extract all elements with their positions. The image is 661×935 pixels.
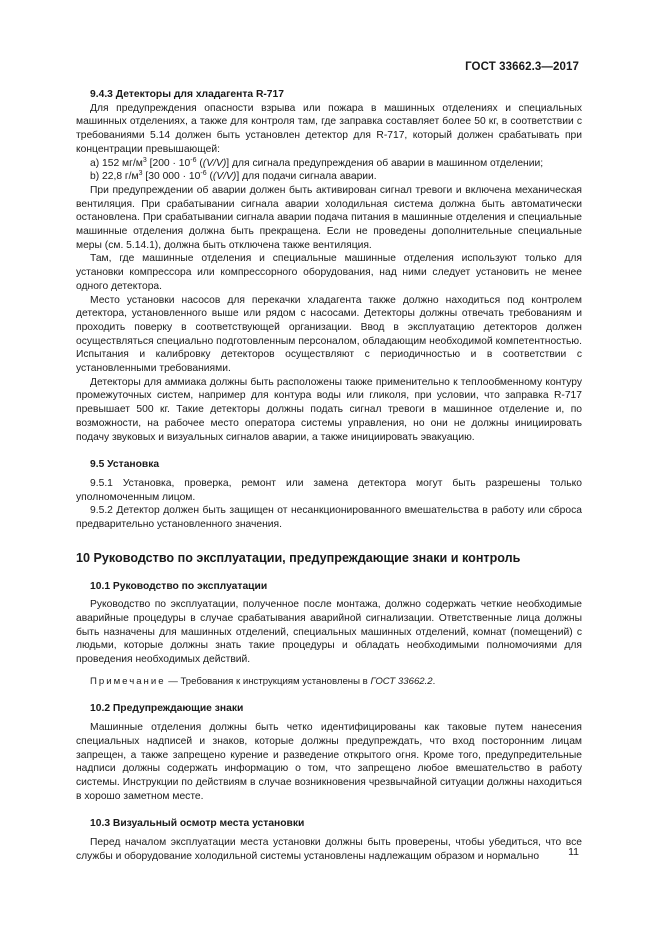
- section-9-4-3-paragraph-2: При предупреждении об аварии должен быть активирован сигнал тревоги и включена механическая вентиляция. При срабатывании сигнала аварии холодильная система должна быть автоматически остановлена. При срабатывании сигнала аварии подача питания в машинные отделения и специальные машинные отделения должна быть прекращена. Если не проведены дополнительные специальные меры (см. 5.14.1), должна быть отключена также вентиляция.: [76, 184, 582, 251]
- list-item-a-unit-exp: 3: [142, 156, 147, 164]
- section-9-4-3-paragraph-5: Детекторы для аммиака должны быть расположены также применительно к теплообменному контуру промежуточных систем, например для контура воды или гликоля, при условии, что заправка R-717 превышает 500 кг. Такие детекторы должны подать сигнал тревоги в машинное отделение и, по возможности, на рабочее место оператора системы управления, но они не должны инициировать подачу звуковых и визуальных сигналов аварии, а также инициировать эвакуацию.: [76, 376, 582, 443]
- section-9-4-3-paragraph-3: Там, где машинные отделения и специальные машинные отделения используют только для установки компрессора или компрессорного оборудования, над ними следует установить не менее одного детектора.: [76, 253, 582, 292]
- note-end: .: [432, 675, 436, 687]
- section-10-3-heading: 10.3 Визуальный осмотр места установки: [90, 818, 305, 830]
- list-item-b-vv: (V/V): [212, 171, 237, 183]
- section-10-1-paragraph: Руководство по эксплуатации, полученное после монтажа, должно содержать четкие необходимые аварийные процедуры в случае срабатывания аварийной сигнализации. Ответственные лица должны быть назначены для машинных отделений, специальных машинных отделений, комнат (помещений) с людьми, которые должны знать такие процедуры и обладать необходимыми полномочиями для проведения необходимых действий.: [76, 599, 582, 666]
- list-item-b-end: ] для подачи сигнала аварии.: [236, 171, 377, 183]
- list-item-b-exp: -6: [200, 170, 207, 178]
- page-number: 11: [568, 846, 579, 858]
- section-9-5-2-paragraph: 9.5.2 Детектор должен быть защищен от несанкционированного вмешательства в работу или сброса предварительно установленного значения.: [76, 505, 582, 531]
- list-item-a-start: a) 152 мг/м: [90, 157, 143, 169]
- section-9-4-3-heading: 9.4.3 Детекторы для хладагента R-717: [90, 89, 284, 100]
- list-item-a-exp: -6: [190, 156, 197, 164]
- section-10-2-paragraph: Машинные отделения должны быть четко идентифицированы как таковые путем нанесения специальных надписей и знаков, которые должны предупреждать, что вход посторонним лицам запрещен, а также запрещено курение и разведение открытого огня. Кроме того, предупредительные надписи должны содержать информацию о том, что запрещено любое вмешательство в работу системы. Инструкции по действиям в случае возникновения чрезвычайной ситуации должны находиться в хорошо заметном месте.: [76, 722, 582, 802]
- list-item-a-vv: (V/V): [202, 157, 227, 169]
- section-9-5-heading: 9.5 Установка: [90, 459, 160, 471]
- section-9-5-1-paragraph: 9.5.1 Установка, проверка, ремонт или замена детектора могут быть разрешены только уполномоченным лицом.: [76, 477, 582, 503]
- document-id-header: ГОСТ 33662.3—2017: [465, 61, 579, 73]
- list-item-b-start: b) 22,8 г/м: [90, 171, 139, 183]
- list-item-b-unit-exp: 3: [138, 170, 143, 178]
- section-9-4-3-paragraph-1: Для предупреждения опасности взрыва или пожара в машинных отделениях и специальных машинных отделениях, а также для контроля там, где заправка составляет более 50 кг, в соответствии с требованиями 5.14 должен быть установлен детектор для R-717, который должен срабатывать при концентрации превышающей:: [76, 102, 582, 155]
- section-10-heading: 10 Руководство по эксплуатации, предупреждающие знаки и контроль: [76, 550, 521, 565]
- section-10-3-paragraph: Перед началом эксплуатации места установки должны быть проверены, чтобы убедиться, что все службы и оборудование холодильной системы установлены надлежащим образом и нормально: [76, 837, 582, 862]
- list-item-a-mid: [200 · 10: [146, 157, 191, 169]
- list-item-a-end: ] для сигнала предупреждения об аварии в машинном отделении;: [226, 157, 544, 169]
- list-item-b: b) 22,8 $г/м^3$ [30 $000 \cdot 10^{-6}$ ((V/V)] для подачи сигнала аварии.: [90, 170, 377, 183]
- note-text: — Требования к инструкциям установлены в: [165, 675, 371, 687]
- section-10-2-heading: 10.2 Предупреждающие знаки: [90, 703, 244, 715]
- note: [76, 675, 582, 689]
- list-item-b-mid: [30 000 · 10: [142, 171, 201, 183]
- note-label: Примечание: [90, 675, 166, 687]
- section-9-4-3-paragraph-4: Место установки насосов для перекачки хладагента также должно находиться под контролем детектора, установленного выше или рядом с насосами. Детекторы должны отвечать требованиям и проходить поверку в соответствующей организации. Ввод в эксплуатацию детекторов должен осуществляться специально подготовленным персоналом, обладающим необходимой компетентностью. Испытания и калибровку детекторов осуществляют с периодичностью и в соответствии с установленными требованиями.: [76, 294, 582, 375]
- page-content: [76, 88, 582, 863]
- note-reference: ГОСТ 33662.2: [370, 675, 433, 687]
- list-item-a: a) 152 $мг/м^3$ [$200 \cdot 10^{-6}$ ((V/V)] для сигнала предупреждения об аварии в машинном отделении;: [90, 156, 544, 169]
- section-10-1-heading: 10.1 Руководство по эксплуатации: [90, 580, 268, 592]
